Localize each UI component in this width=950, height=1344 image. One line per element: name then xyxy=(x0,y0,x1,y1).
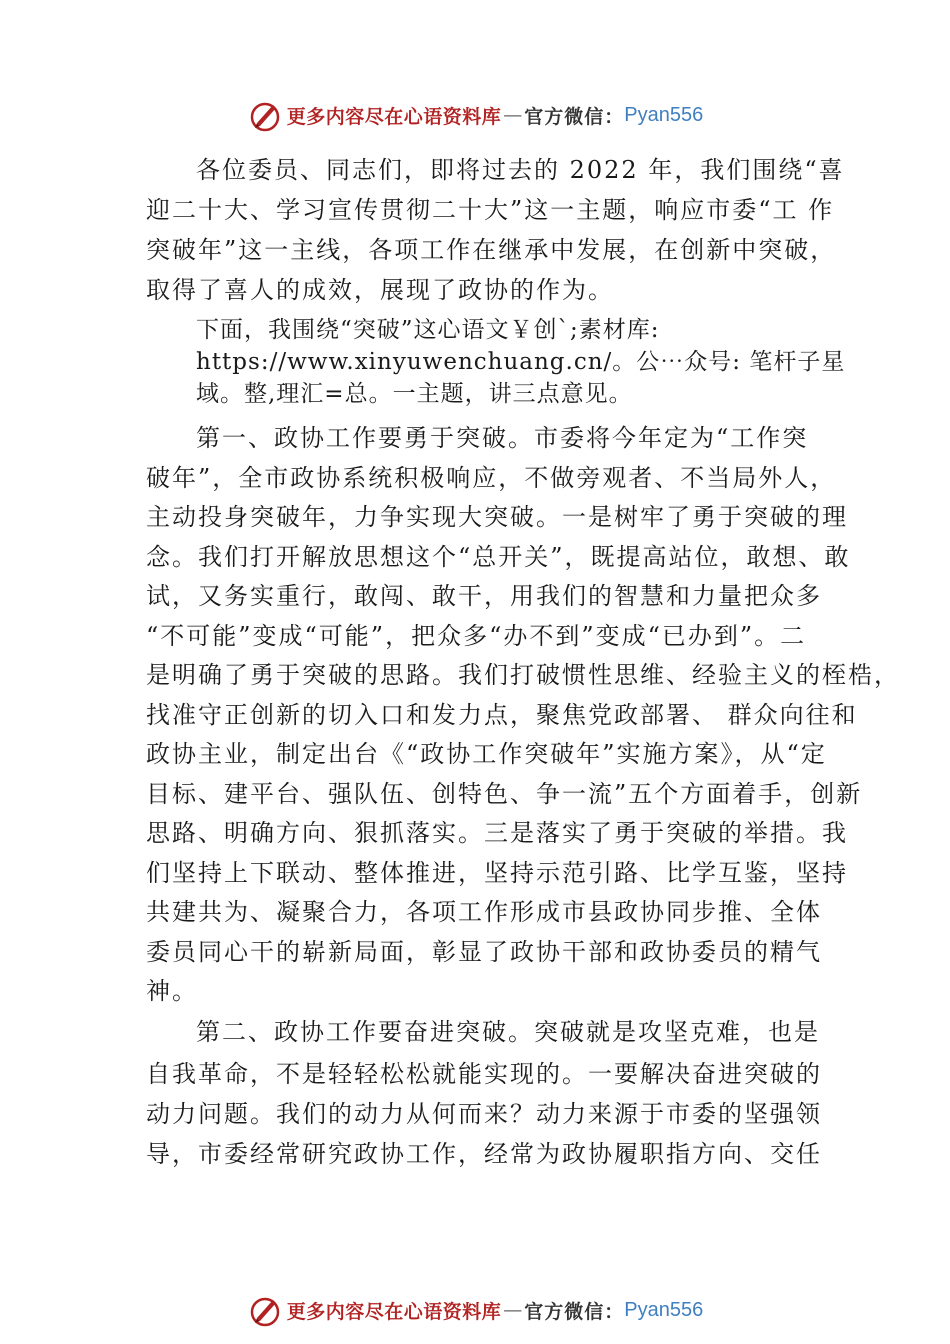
text-line: 迎二十大、学习宣传贯彻二十大”这一主题，响应市委“工 作 xyxy=(146,196,835,224)
text-line: 目标、建平台、强队伍、创特色、争一流”五个方面着手，创新 xyxy=(146,780,863,808)
text-line: 导，市委经常研究政协工作，经常为政协履职指方向、交任 xyxy=(146,1140,822,1168)
text-line: https://www.xinyuwenchuang.cn/。公⋯众号: 笔杆子星 xyxy=(196,349,846,375)
banner-dash: — xyxy=(503,104,523,126)
text-line: 思路、明确方向、狠抓落实。三是落实了勇于突破的举措。我 xyxy=(146,819,848,847)
text-line: 找准守正创新的切入口和发力点，聚焦党政部署、 群众向往和 xyxy=(146,701,858,729)
text-line: 是明确了勇于突破的思路。我们打破惯性思维、经验主义的桎梏， xyxy=(146,661,900,689)
text-line: 第一、政协工作要勇于突破。市委将今年定为“工作突 xyxy=(196,424,809,452)
footer-banner xyxy=(0,1290,950,1330)
text-line: 们坚持上下联动、整体推进，坚持示范引路、比学互鉴，坚持 xyxy=(146,859,848,887)
text-line: 域。整,理汇=总。一主题，讲三点意见。 xyxy=(196,381,633,407)
text-line: 破年”，全市政协系统积极响应，不做旁观者、不当局外人， xyxy=(146,464,837,492)
text-line: 共建共为、凝聚合力，各项工作形成市县政协同步推、全体 xyxy=(146,898,822,926)
banner-dash: — xyxy=(503,1299,523,1321)
text-line: 委员同心干的崭新局面，彰显了政协干部和政协委员的精气 xyxy=(146,938,822,966)
text-line: 试，又务实重行，敢闯、敢干，用我们的智慧和力量把众多 xyxy=(146,582,822,610)
wechat-label: 官方微信： xyxy=(524,105,625,128)
text-line: 取得了喜人的成效，展现了政协的作为。 xyxy=(146,276,614,304)
text-line: 神。 xyxy=(146,977,198,1005)
wechat-id: Pyan556 xyxy=(624,103,704,126)
text-line: 下面，我围绕“突破”这心语文￥创`;素材库: xyxy=(196,317,660,343)
text-line: 动力问题。我们的动力从何而来？动力来源于市委的坚强领 xyxy=(146,1100,822,1128)
wechat-label: 官方微信： xyxy=(524,1300,625,1323)
site-name: 更多内容尽在心语资料库 xyxy=(286,105,502,128)
text-line: 自我革命，不是轻轻松松就能实现的。一要解决奋进突破的 xyxy=(146,1060,822,1088)
site-name: 更多内容尽在心语资料库 xyxy=(286,1300,502,1323)
text-line: 念。我们打开解放思想这个“总开关”，既提高站位，敢想、敢 xyxy=(146,543,851,571)
pen-logo-icon xyxy=(247,1292,283,1328)
text-line: “不可能”变成“可能”，把众多“办不到”变成“已办到”。二 xyxy=(146,622,807,650)
text-line: 各位委员、同志们，即将过去的 2022 年，我们围绕“喜 xyxy=(196,156,845,184)
wechat-id: Pyan556 xyxy=(624,1298,704,1321)
text-line: 主动投身突破年，力争实现大突破。一是树牢了勇于突破的理 xyxy=(146,503,848,531)
text-line: 第二、政协工作要奋进突破。突破就是攻坚克难，也是 xyxy=(196,1018,820,1046)
text-line: 突破年”这一主线，各项工作在继承中发展，在创新中突破， xyxy=(146,236,837,264)
text-line: 政协主业，制定出台《“政协工作突破年”实施方案》，从“定 xyxy=(146,740,827,768)
